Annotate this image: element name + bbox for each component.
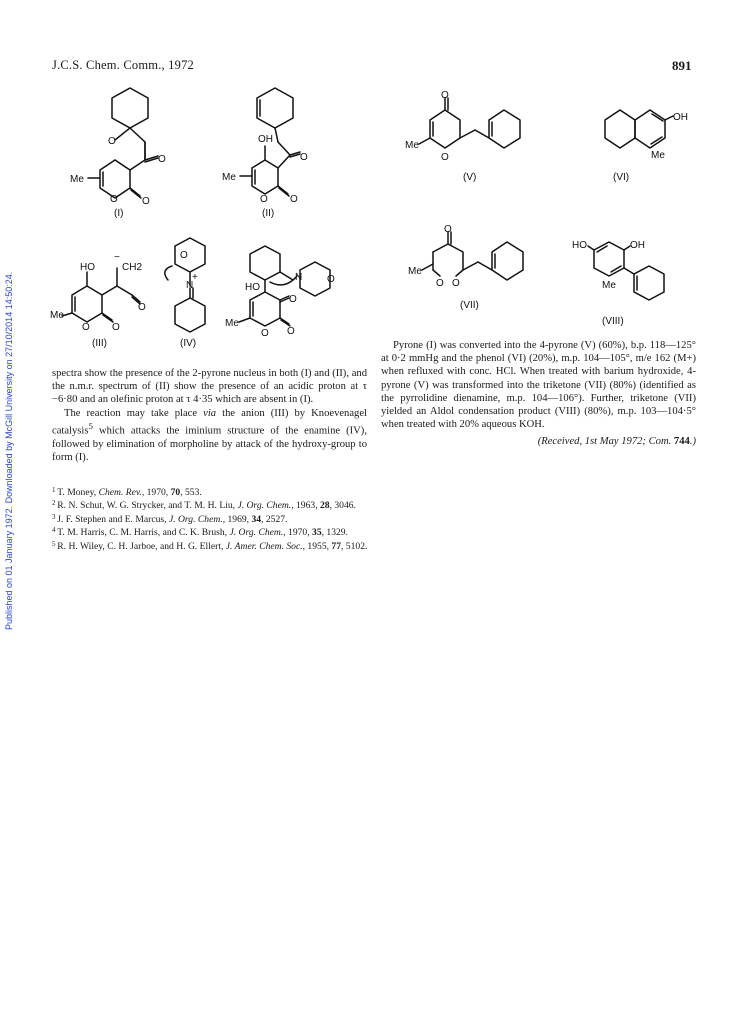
reference-item: [52, 498, 692, 511]
atom-O: O: [108, 136, 116, 147]
text-span: 744: [673, 436, 690, 448]
atom-N: N: [295, 272, 303, 283]
reference-authors: R. N. Schut, W. G. Strycker, and T. M. H. Liu,: [57, 500, 238, 512]
structure-I: [60, 80, 190, 220]
reference-page: , 2527.: [261, 513, 288, 525]
structure-III: [50, 250, 162, 350]
paragraph: [52, 407, 367, 464]
reference-page: , 3046.: [329, 500, 356, 512]
reference-page: , 5102.: [341, 540, 368, 552]
paragraph: spectra show the presence of the 2-pyrone nucleus in both (I) and (II), and the n.m.r. spectrum of (II) show the presence of an acidic proton at τ −6·80 and an olefinic proton at τ 4·35 which are absent in (I).: [52, 368, 367, 406]
reference-item: [52, 512, 692, 525]
atom-Me: Me: [225, 318, 239, 329]
reference-authors: T. Money,: [57, 487, 99, 498]
reference-page: , 1329.: [321, 527, 348, 539]
right-column: [381, 339, 696, 449]
atom-N: N: [186, 280, 194, 291]
atom-Me: Me: [602, 280, 616, 291]
label-I: (I): [114, 208, 124, 219]
text-span: .): [689, 436, 696, 448]
atom-O: O: [441, 90, 449, 101]
reference-num: 4: [52, 526, 58, 535]
reference-journal: J. Org. Chem.: [168, 513, 223, 525]
atom-Me: Me: [651, 150, 665, 161]
atom-Me: Me: [70, 174, 84, 185]
text-span: The reaction may take place: [64, 407, 204, 419]
atom-O: O: [112, 322, 120, 333]
label-V: (V): [463, 172, 477, 183]
atom-O: O: [441, 152, 449, 163]
reference-vol: 28: [319, 500, 330, 512]
atom-O: O: [138, 302, 146, 313]
received-line: [381, 435, 696, 448]
reference-item: [52, 485, 692, 498]
download-note-text: Published on 01 January 1972. Downloaded by McGill University on 27/10/2014 14:50:24.: [4, 271, 14, 630]
atom-O: O: [82, 322, 90, 333]
reference-rest: , 1969,: [222, 513, 252, 525]
reference-journal: Chem. Rev.: [98, 487, 142, 498]
reference-item: [52, 539, 692, 552]
structure-adduct: [225, 240, 355, 350]
reference-vol: 70: [170, 487, 181, 498]
ref-marker: 5: [88, 420, 93, 431]
structure-VIII: [572, 232, 682, 332]
text-span: the anion (III) by Knoevenagel catalysis: [52, 407, 368, 437]
atom-O: O: [289, 294, 297, 305]
reference-page: , 553.: [180, 487, 202, 498]
reference-journal: J. Amer. Chem. Soc.: [225, 540, 303, 552]
reference-rest: , 1970,: [283, 527, 313, 539]
structure-II: [220, 80, 330, 220]
atom-OH: OH: [673, 112, 688, 123]
reference-vol: 77: [331, 540, 341, 552]
atom-O: O: [452, 278, 460, 289]
charge-plus: +: [192, 272, 198, 283]
atom-O: O: [261, 328, 269, 339]
label-VIII: (VIII): [602, 316, 624, 327]
reference-num: 5: [52, 539, 58, 548]
atom-HO: HO: [572, 240, 587, 251]
text-span: which attacks the iminium structure of the enamine (IV), followed by elimination of morpholine by attack of the hydroxy-group to form (I).: [52, 425, 367, 463]
structure-VII: [408, 222, 558, 322]
left-column: [52, 367, 367, 464]
atom-Me: Me: [405, 140, 419, 151]
text-span: (Received, 1st May 1972; Com.: [537, 436, 674, 448]
reference-vol: 35: [312, 527, 322, 539]
reference-authors: T. M. Harris, C. M. Harris, and C. K. Brush,: [57, 527, 230, 539]
label-VI: (VI): [613, 172, 630, 183]
structure-V: [405, 90, 555, 190]
atom-Me: Me: [408, 266, 422, 277]
atom-OH: OH: [258, 134, 273, 145]
structure-IV: [150, 230, 230, 350]
reference-num: 1: [52, 486, 58, 494]
atom-O: O: [110, 194, 118, 205]
journal-header: J.C.S. Chem. Comm., 1972: [52, 58, 194, 72]
atom-CH2: CH2: [122, 262, 143, 273]
reference-num: 3: [52, 512, 58, 521]
atom-O: O: [158, 154, 166, 165]
atom-O: O: [444, 224, 452, 235]
atom-O: O: [260, 194, 268, 205]
label-VII: (VII): [460, 300, 479, 311]
reference-item: [52, 525, 692, 538]
reference-rest: , 1963,: [291, 500, 320, 512]
atom-O: O: [436, 278, 444, 289]
reference-num: 2: [52, 499, 58, 508]
atom-O: O: [180, 250, 188, 261]
reference-journal: J. Org. Chem.: [237, 500, 292, 512]
reference-journal: J. Org. Chem.: [229, 527, 284, 539]
structure-VI: [585, 100, 695, 190]
atom-Me: Me: [50, 310, 64, 321]
references: [52, 485, 692, 552]
reference-vol: 34: [251, 513, 262, 525]
atom-O: O: [287, 326, 295, 337]
atom-O: O: [290, 194, 298, 205]
atom-OH: OH: [630, 240, 645, 251]
reference-rest: , 1955,: [302, 540, 332, 552]
paragraph: Pyrone (I) was converted into the 4-pyrone (V) (60%), b.p. 118—125° at 0·2 mmHg and the phenol (VI) (20%), m.p. 104—105°, m/e 162 (M+) when refluxed with conc. HCl. When treated with barium hydroxide, 4-pyrone (V) was transformed into the triketone (VII) (80%) (identified as the pyrrolidine dienamine, m.p. 104—106°). Further, triketone (VII) yielded an Aldol condensation product (VIII) (80%), m.p. 103—104·5° when treated with 20% aqueous KOH.: [381, 340, 696, 431]
atom-HO: HO: [80, 262, 95, 273]
download-note: [2, 210, 16, 630]
label-III: (III): [92, 338, 107, 349]
atom-Me: Me: [222, 172, 236, 183]
text-span: via: [203, 407, 217, 419]
atom-O: O: [142, 196, 150, 207]
reference-authors: R. H. Wiley, C. H. Jarboe, and H. G. Ellert,: [57, 540, 226, 552]
label-II: (II): [262, 208, 275, 219]
charge-minus: −: [114, 252, 120, 263]
atom-O: O: [300, 152, 308, 163]
label-IV: (IV): [180, 338, 197, 349]
reference-authors: J. F. Stephen and E. Marcus,: [57, 513, 169, 525]
reference-rest: , 1970,: [141, 487, 171, 498]
atom-O: O: [327, 274, 335, 285]
page-number: 891: [672, 58, 692, 73]
atom-HO: HO: [245, 282, 260, 293]
